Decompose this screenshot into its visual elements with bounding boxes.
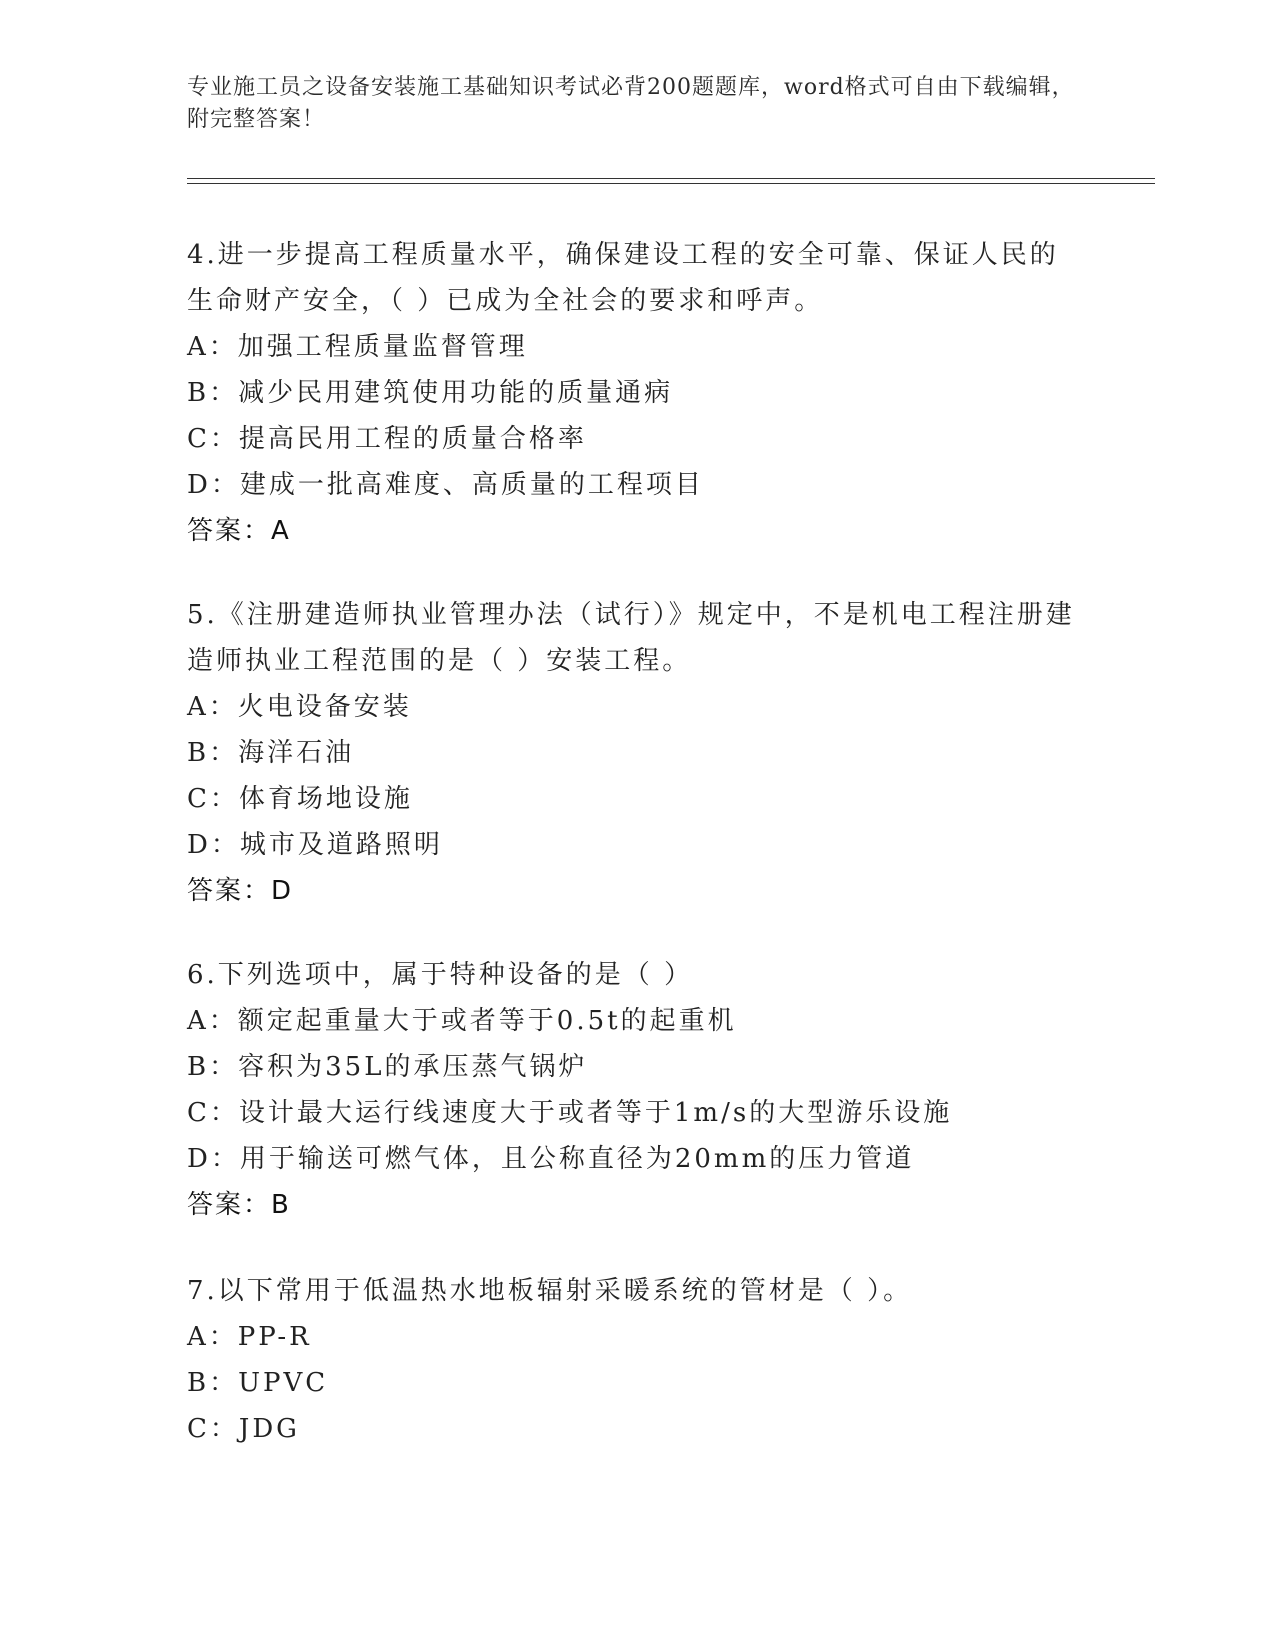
question-5	[187, 592, 1077, 914]
question-text: 5.《注册建造师执业管理办法（试行）》规定中，不是机电工程注册建造师执业工程范围的是（ ）安装工程。	[187, 600, 1075, 676]
question-text: 4.进一步提高工程质量水平，确保建设工程的安全可靠、保证人民的生命财产安全，（ ）已成为全社会的要求和呼声。	[187, 240, 1059, 316]
answer-label: 答案：A	[187, 516, 291, 546]
option-c: C：JDG	[187, 1414, 300, 1444]
option-b: B：减少民用建筑使用功能的质量通病	[187, 378, 674, 408]
option-a: A：额定起重量大于或者等于0.5t的起重机	[187, 1006, 737, 1036]
option-a: A：加强工程质量监督管理	[187, 332, 528, 362]
question-text: 7.以下常用于低温热水地板辐射采暖系统的管材是（ ）。	[187, 1276, 913, 1306]
option-c: C：体育场地设施	[187, 784, 413, 814]
option-b: B：容积为35L的承压蒸气锅炉	[187, 1052, 588, 1082]
header-rule-top	[187, 178, 1155, 179]
option-d: D：用于输送可燃气体，且公称直径为20mm的压力管道	[187, 1144, 915, 1174]
option-d: D：建成一批高难度、高质量的工程项目	[187, 470, 704, 500]
header-rule-bottom	[187, 183, 1155, 184]
answer-label: 答案：D	[187, 876, 294, 906]
option-c: C：提高民用工程的质量合格率	[187, 424, 587, 454]
option-b: B：海洋石油	[187, 738, 355, 768]
option-c: C：设计最大运行线速度大于或者等于1m/s的大型游乐设施	[187, 1098, 953, 1128]
option-a: A：PP-R	[187, 1322, 312, 1352]
answer-label: 答案：B	[187, 1190, 291, 1220]
question-6	[187, 952, 1077, 1228]
option-a: A：火电设备安装	[187, 692, 412, 722]
document-header: 专业施工员之设备安装施工基础知识考试必背200题题库，word格式可自由下载编辑，附完整答案！	[187, 75, 1075, 132]
option-b: B：UPVC	[187, 1368, 329, 1398]
question-text: 6.下列选项中，属于特种设备的是（ ）	[187, 960, 694, 990]
option-d: D：城市及道路照明	[187, 830, 443, 860]
question-4	[187, 232, 1077, 554]
question-7	[187, 1268, 1077, 1452]
